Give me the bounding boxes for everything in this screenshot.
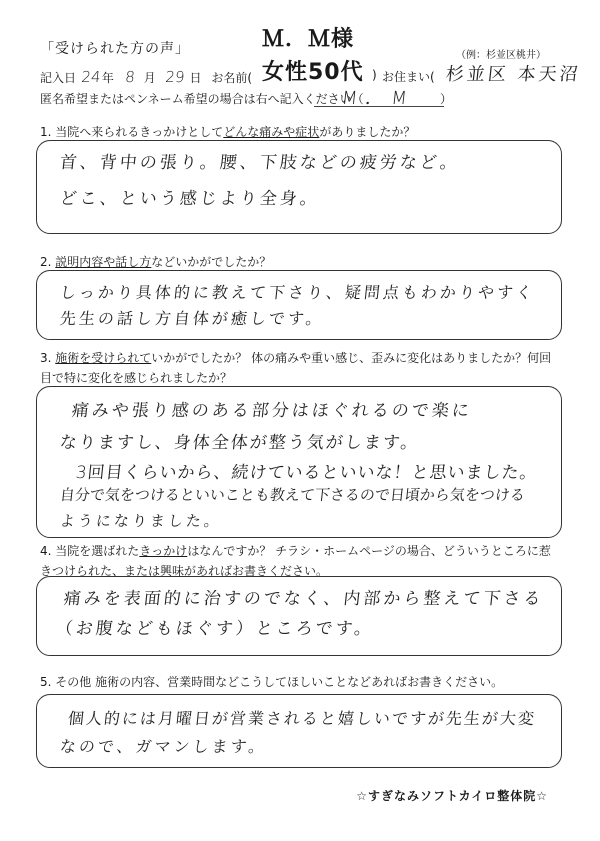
answer-2-line-2: 先生の話し方自体が癒しです。: [58, 309, 326, 328]
name-close: ): [372, 68, 377, 82]
question-4: 4. 当院を選ばれたきっかけはなんですか？ チラシ・ホームページの場合、どういうところに惹きつけられた、または興味があればお書きください。: [40, 544, 551, 578]
answer-3-line-4: 自分で気をつけるといいことも教えて下さるので日頃から気をつける: [59, 486, 526, 504]
answer-3-line-1: 痛みや張り感のある部分はほぐれるので楽に: [70, 401, 473, 421]
anon-close: ）: [440, 92, 453, 106]
answer-1-line-2: どこ、という感じより全身。: [58, 189, 321, 209]
date-month: 8: [123, 68, 138, 86]
question-3: 3. 施術を受けられていかがでしたか？ 体の痛みや重い感じ、歪みに変化はありましたか？何回目で特に変化を感じられましたか？: [40, 351, 552, 385]
answer-1-line-1: 首、背中の張り。腰、下肢などの疲労など。: [58, 153, 461, 173]
customer-profile: 女性50代: [262, 60, 364, 85]
date-day-label: 日: [189, 71, 202, 85]
answer-5-line-2: なので、ガマンします。: [58, 737, 269, 756]
form-title: 「受けられた方の声」: [40, 41, 190, 57]
question-1: 1. 当院へ来られるきっかけとしてどんな痛みや症状がありましたか？: [40, 125, 416, 139]
customer-name: Ｍ．Ｍ様: [262, 27, 355, 52]
clinic-name: ☆すぎなみソフトカイロ整体院☆: [356, 789, 548, 803]
address-value: 杉並区 本天沼: [444, 64, 582, 85]
date-day: 29: [164, 68, 186, 86]
answer-4-line-2: （お腹などもほぐす）ところです。: [54, 619, 376, 639]
date-row: [40, 68, 252, 86]
anon-underline: [314, 106, 444, 107]
address-label: お住まい(: [382, 70, 435, 84]
answer-3-line-2: なりますし、身体全体が整う気がします。: [58, 433, 421, 453]
date-year-label: 年: [101, 71, 114, 85]
date-month-label: 月: [143, 71, 156, 85]
name-label: お名前(: [211, 71, 253, 85]
answer-3-line-5: ようになりました。: [59, 512, 223, 530]
question-5: 5. その他 施術の内容、営業時間などこうしてほしいことなどあればお書きください。: [40, 675, 504, 689]
answer-3-line-3: 3回目くらいから、続けているといいな！と思いました。: [74, 463, 539, 483]
address-example: （例：杉並区桃井）: [456, 50, 546, 61]
answer-5-line-1: 個人的には月曜日が営業されると嬉しいですが先生が大変: [66, 709, 537, 728]
answer-4-line-1: 痛みを表面的に治すのでなく、内部から整えて下さる: [62, 589, 545, 609]
date-year: 24: [80, 68, 102, 86]
answer-2-line-1: しっかり具体的に教えて下さり、疑問点もわかりやすく: [58, 283, 536, 302]
anon-value: M．M: [340, 88, 417, 109]
question-2: 2. 説明内容や話し方などいかがでしたか？: [40, 255, 272, 269]
date-label: 記入日: [40, 71, 77, 85]
anon-label: 匿名希望またはペンネーム希望の場合は右へ記入ください（: [40, 92, 364, 106]
